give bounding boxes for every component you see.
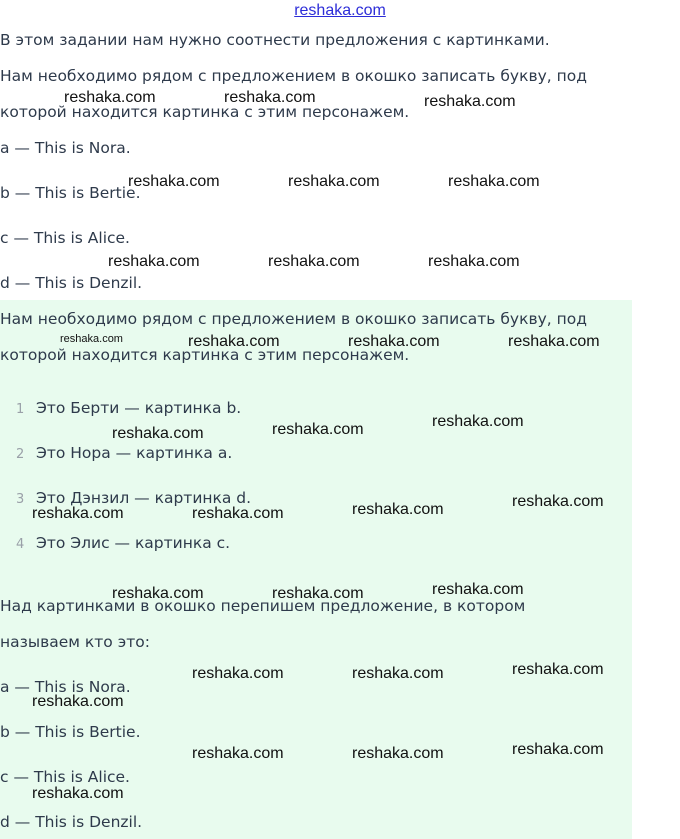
watermark: reshaka.com — [428, 253, 520, 270]
answer-text: Нам необходимо рядом с предложением в окошко записать букву, под — [0, 310, 587, 328]
watermark: reshaka.com — [268, 253, 360, 270]
sentence-a: a — This is Nora. — [0, 139, 131, 157]
watermark: reshaka.com — [272, 421, 364, 438]
watermark: reshaka.com — [508, 333, 600, 350]
sentence-c: c — This is Alice. — [0, 229, 130, 247]
answer-text: называем кто это: — [0, 633, 150, 651]
watermark: reshaka.com — [128, 173, 220, 190]
sentence-b: b — This is Bertie. — [0, 184, 141, 202]
watermark: reshaka.com — [512, 493, 604, 510]
watermark: reshaka.com — [32, 693, 124, 710]
list-item: Это Нора — картинка a. — [36, 444, 233, 462]
watermark: reshaka.com — [112, 425, 204, 442]
watermark: reshaka.com — [188, 333, 280, 350]
list-number: 2 — [16, 447, 25, 462]
answer-sentence-c: c — This is Alice. — [0, 768, 130, 786]
watermark: reshaka.com — [272, 585, 364, 602]
watermark: reshaka.com — [512, 661, 604, 678]
list-item: Это Берти — картинка b. — [36, 399, 242, 417]
watermark: reshaka.com — [288, 173, 380, 190]
watermark: reshaka.com — [192, 505, 284, 522]
watermark: reshaka.com — [112, 585, 204, 602]
watermark: reshaka.com — [32, 505, 124, 522]
watermark: reshaka.com — [512, 741, 604, 758]
watermark: reshaka.com — [108, 253, 200, 270]
intro-text: В этом задании нам нужно соотнести предложения с картинками. — [0, 31, 550, 49]
intro-text: которой находится картинка с этим персонажем. — [0, 103, 410, 121]
watermark: reshaka.com — [424, 93, 516, 110]
watermark: reshaka.com — [352, 745, 444, 762]
site-header-link[interactable]: reshaka.com — [294, 2, 386, 19]
answer-sentence-a: a — This is Nora. — [0, 678, 131, 696]
answer-sentence-d: d — This is Denzil. — [0, 813, 143, 831]
watermark: reshaka.com — [432, 581, 524, 598]
intro-text: Нам необходимо рядом с предложением в окошко записать букву, под — [0, 67, 587, 85]
watermark: reshaka.com — [224, 89, 316, 106]
answer-sentence-b: b — This is Bertie. — [0, 723, 141, 741]
watermark: reshaka.com — [352, 665, 444, 682]
list-number: 1 — [16, 402, 25, 417]
watermark: reshaka.com — [192, 745, 284, 762]
watermark: reshaka.com — [64, 89, 156, 106]
answer-text: Над картинками в окошко перепишем предложение, в котором — [0, 597, 526, 615]
answer-text: которой находится картинка с этим персонажем. — [0, 346, 410, 364]
watermark: reshaka.com — [60, 333, 123, 345]
watermark: reshaka.com — [192, 665, 284, 682]
list-item: Это Дэнзил — картинка d. — [36, 489, 252, 507]
watermark: reshaka.com — [352, 501, 444, 518]
watermark: reshaka.com — [432, 413, 524, 430]
sentence-d: d — This is Denzil. — [0, 274, 143, 292]
list-item: Это Элис — картинка c. — [36, 534, 231, 552]
watermark: reshaka.com — [448, 173, 540, 190]
list-number: 4 — [16, 537, 25, 552]
list-number: 3 — [16, 492, 25, 507]
watermark: reshaka.com — [348, 333, 440, 350]
watermark: reshaka.com — [32, 785, 124, 802]
